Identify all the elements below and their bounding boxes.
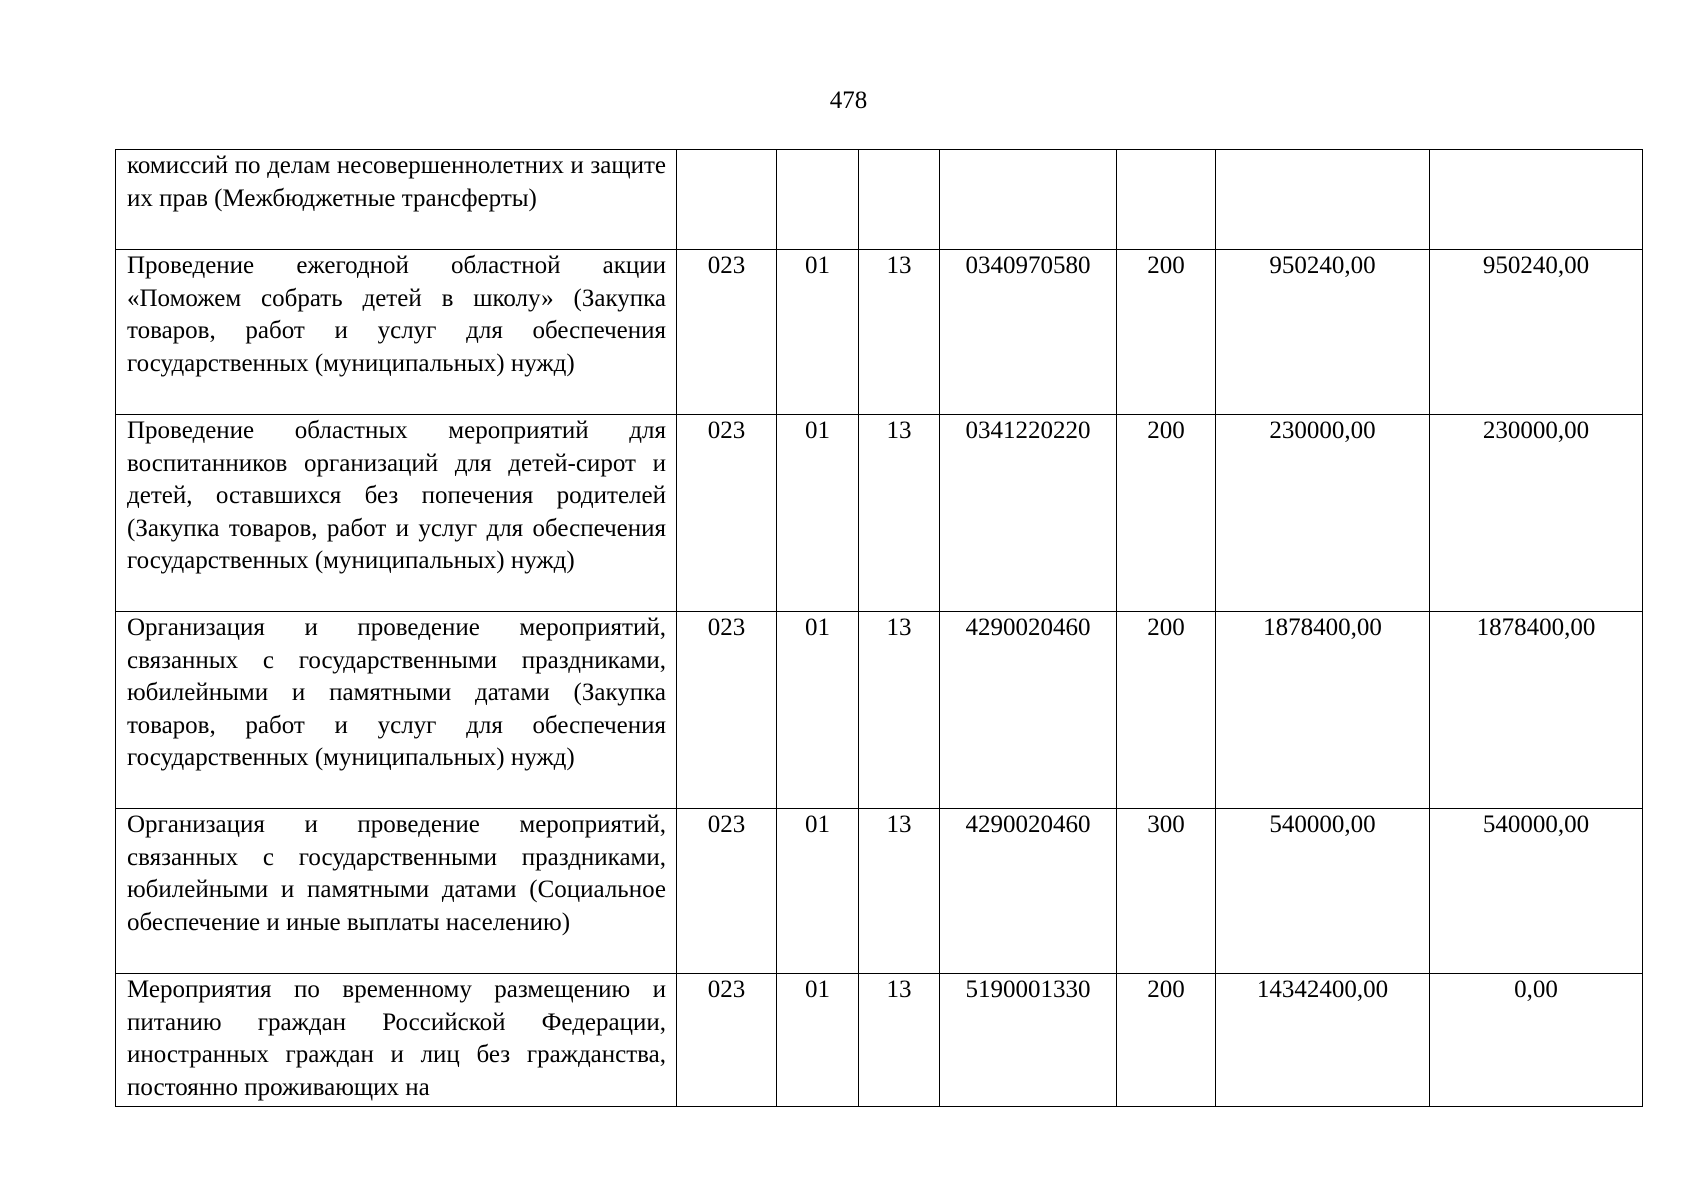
- subsection-code: 13: [859, 809, 940, 974]
- expense-type-code: 200: [1117, 250, 1216, 415]
- ministry-code: 023: [677, 612, 777, 809]
- table-row: [116, 612, 1643, 809]
- table-row: [116, 150, 1643, 250]
- subsection-code: [859, 150, 940, 250]
- sum-year-2: 230000,00: [1430, 415, 1643, 612]
- page-number: 478: [829, 87, 868, 114]
- expense-type-code: 200: [1117, 974, 1216, 1107]
- sum-year-1: 540000,00: [1216, 809, 1430, 974]
- sum-year-2: 0,00: [1430, 974, 1643, 1107]
- sum-year-1: 950240,00: [1216, 250, 1430, 415]
- ministry-code: 023: [677, 250, 777, 415]
- row-description: комиссий по делам несовершеннолетних и защите их прав (Межбюджетные трансферты): [116, 150, 677, 250]
- sum-year-1: 14342400,00: [1216, 974, 1430, 1107]
- sum-year-2: [1430, 150, 1643, 250]
- table-row: [116, 415, 1643, 612]
- target-article-code: 5190001330: [940, 974, 1117, 1107]
- row-description: Организация и проведение мероприятий, связанных с государственными праздниками, юбилейными и памятными датами (Социальное обеспечение и иные выплаты населению): [116, 809, 677, 974]
- target-article-code: 4290020460: [940, 612, 1117, 809]
- row-description: Проведение ежегодной областной акции «Поможем собрать детей в школу» (Закупка товаров, работ и услуг для обеспечения государственных (муниципальных) нужд): [116, 250, 677, 415]
- table-row: [116, 809, 1643, 974]
- section-code: 01: [777, 809, 859, 974]
- sum-year-2: 950240,00: [1430, 250, 1643, 415]
- section-code: 01: [777, 250, 859, 415]
- sum-year-1: 1878400,00: [1216, 612, 1430, 809]
- ministry-code: 023: [677, 415, 777, 612]
- row-description: Мероприятия по временному размещению и питанию граждан Российской Федерации, иностранных граждан и лиц без гражданства, постоянно проживающих на: [116, 974, 677, 1107]
- ministry-code: 023: [677, 809, 777, 974]
- ministry-code: 023: [677, 974, 777, 1107]
- subsection-code: 13: [859, 415, 940, 612]
- table-row: [116, 974, 1643, 1107]
- expense-type-code: 200: [1117, 612, 1216, 809]
- subsection-code: 13: [859, 974, 940, 1107]
- ministry-code: [677, 150, 777, 250]
- section-code: 01: [777, 415, 859, 612]
- sum-year-2: 540000,00: [1430, 809, 1643, 974]
- row-description: Проведение областных мероприятий для воспитанников организаций для детей-сирот и детей, оставшихся без попечения родителей (Закупка товаров, работ и услуг для обеспечения государственных (муниципальных) нужд): [116, 415, 677, 612]
- sum-year-2: 1878400,00: [1430, 612, 1643, 809]
- expense-type-code: 300: [1117, 809, 1216, 974]
- row-description: Организация и проведение мероприятий, связанных с государственными праздниками, юбилейными и памятными датами (Закупка товаров, работ и услуг для обеспечения государственных (муниципальных) нужд): [116, 612, 677, 809]
- section-code: [777, 150, 859, 250]
- sum-year-1: [1216, 150, 1430, 250]
- expense-type-code: 200: [1117, 415, 1216, 612]
- section-code: 01: [777, 974, 859, 1107]
- expense-type-code: [1117, 150, 1216, 250]
- subsection-code: 13: [859, 612, 940, 809]
- table-row: [116, 250, 1643, 415]
- target-article-code: [940, 150, 1117, 250]
- section-code: 01: [777, 612, 859, 809]
- sum-year-1: 230000,00: [1216, 415, 1430, 612]
- target-article-code: 0340970580: [940, 250, 1117, 415]
- subsection-code: 13: [859, 250, 940, 415]
- budget-table: [115, 149, 1643, 1107]
- target-article-code: 0341220220: [940, 415, 1117, 612]
- target-article-code: 4290020460: [940, 809, 1117, 974]
